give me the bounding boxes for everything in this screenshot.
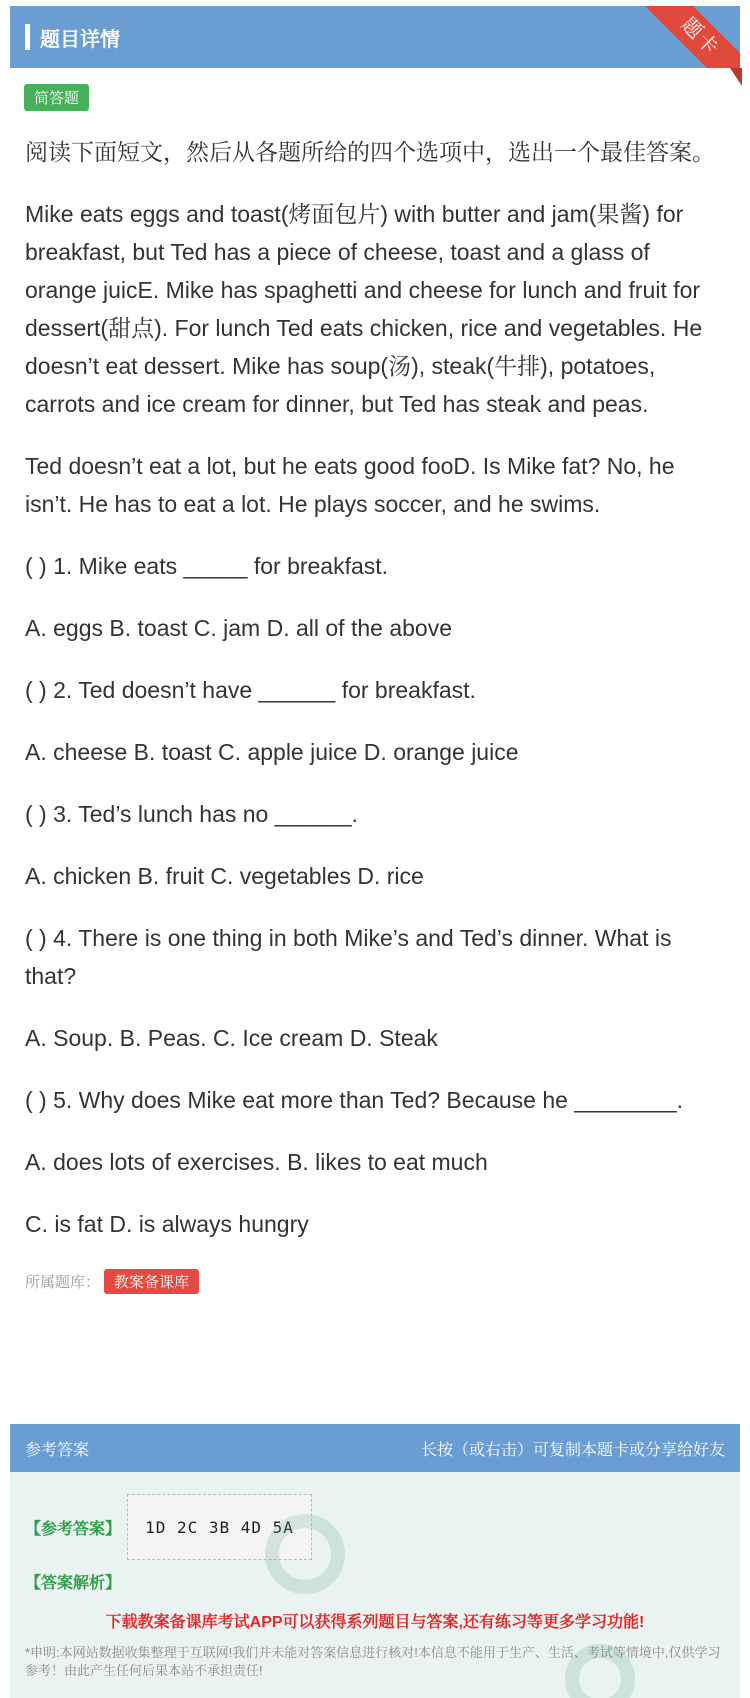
answer-panel [10,1424,740,1698]
header-accent-bar [25,24,30,50]
disclaimer-text: *申明:本网站数据收集整理于互联网!我们并未能对答案信息进行核对!本信息不能用于生产、生活、考试等情境中,仅供学习参考！由此产生任何后果本站不承担责任! [25,1645,721,1678]
passage-paragraph-1: Mike eats eggs and toast(烤面包片) with butter and jam(果酱) for breakfast, but Ted has a piece of cheese, toast and a glass of orange juicE. Mike has spaghetti and cheese for lunch and fruit for dessert(甜点). For lunch Ted eats chicken, rice and vegetables. He doesn’t eat dessert. Mike has soup(汤), steak(牛排), potatoes, carrots and ice cream for dinner, but Ted has steak and peas. [25,201,703,417]
answer-row [25,1494,725,1560]
question-5: ( ) 5. Why does Mike eat more than Ted? Because he ________. [25,1087,684,1113]
options-5b: C. is fat D. is always hungry [25,1211,309,1237]
question-3: ( ) 3. Ted’s lunch has no ______. [25,801,358,827]
options-1: A. eggs B. toast C. jam D. all of the above [25,615,452,641]
question-4: ( ) 4. There is one thing in both Mike’s and Ted’s dinner. What is that? [25,925,672,989]
source-bank-link[interactable]: 教案备课库 [104,1269,199,1294]
options-5a: A. does lots of exercises. B. likes to eat much [25,1149,488,1175]
answer-label: 【参考答案】 [25,1520,122,1538]
answer-image: 1D 2C 3B 4D 5A [127,1494,312,1560]
question-content [10,133,740,1243]
app-download-promo[interactable]: 下载教案备课库考试APP可以获得系列题目与答案,还有练习等更多学习功能! [105,1614,645,1631]
card-header [10,6,740,68]
passage-paragraph-2: Ted doesn’t eat a lot, but he eats good fooD. Is Mike fat? No, he isn’t. He has to eat a lot. He plays soccer, and he swims. [25,453,675,517]
options-2: A. cheese B. toast C. apple juice D. orange juice [25,739,519,765]
source-label: 所属题库： [25,1274,101,1291]
options-4: A. Soup. B. Peas. C. Ice cream D. Steak [25,1025,438,1051]
question-2: ( ) 2. Ted doesn’t have ______ for breakfast. [25,677,476,703]
analysis-label: 【答案解析】 [25,1575,122,1592]
source-row [10,1269,740,1294]
instruction-text: 阅读下面短文，然后从各题所给的四个选项中，选出一个最佳答案。 [25,139,715,165]
question-1: ( ) 1. Mike eats _____ for breakfast. [25,553,389,579]
options-3: A. chicken B. fruit C. vegetables D. rice [25,863,424,889]
share-hint: 长按（或右击）可复制本题卡或分享给好友 [420,1441,725,1459]
question-type-badge: 简答题 [24,84,89,111]
question-card [10,6,740,1294]
answer-title: 参考答案 [25,1441,90,1459]
answer-body [10,1494,740,1680]
answer-header [10,1424,740,1472]
card-ribbon[interactable]: 题卡 [638,6,740,68]
page-title: 题目详情 [40,28,120,51]
